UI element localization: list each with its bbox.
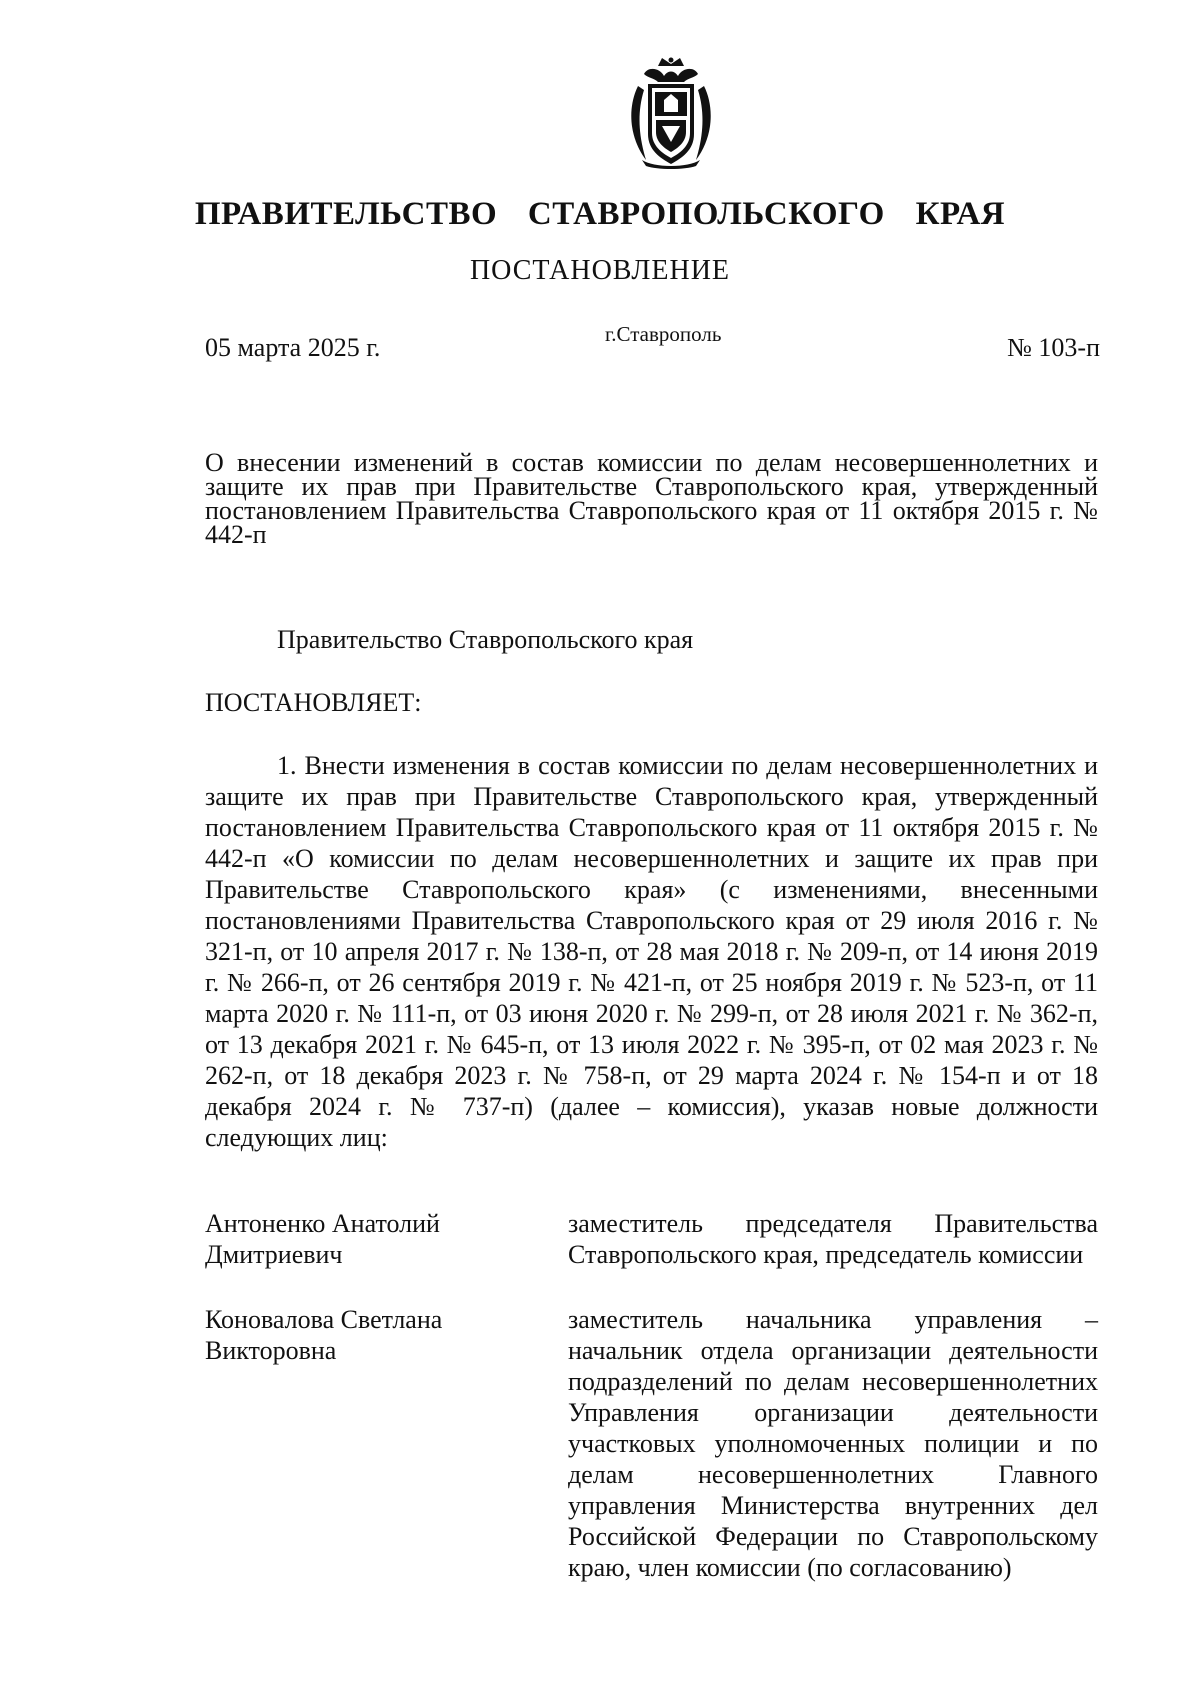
clause-1: 1. Внести изменения в состав комиссии по делам несовершеннолетних и защите их прав при Правительстве Ставропольского края, утвержденный постановлением Правительства Ставропольского края от 11 октября 2015 г. № 442-п «О комиссии по делам несовершеннолетних и защите их прав при Правительстве Ставропольского края» (с изменениями, внесенными постановлениями Правительства Ставропольского края от 29 июля 2016 г. № 321-п, от 10 апреля 2017 г. № 138-п, от 28 мая 2018 г. № 209-п, от 14 июня 2019 г. № 266-п, от 26 сентября 2019 г. № 421-п, от 25 ноября 2019 г. № 523-п, от 11 марта 2020 г. № 111-п, от 03 июня 2020 г. № 299-п, от 28 июля 2021 г. № 362-п, от 13 декабря 2021 г. № 645-п, от 13 июля 2022 г. № 395-п, от 02 мая 2023 г. № 262-п, от 18 декабря 2023 г. № 758-п, от 29 марта 2024 г. № 154-п и от 18 декабря 2024 г. № 737-п) (далее – комиссия), указав новые должности следующих лиц: [205, 751, 1098, 1152]
document-city: г.Ставрополь [605, 322, 722, 346]
resolves-heading: ПОСТАНОВЛЯЕТ: [205, 688, 422, 717]
member-name [205, 1208, 505, 1270]
preamble: Правительство Ставропольского края [277, 625, 694, 654]
document-date: 05 марта 2025 г. [205, 333, 381, 362]
document-number: № 103-п [1007, 333, 1100, 362]
member-patronymic: Дмитриевич [205, 1240, 343, 1269]
coat-of-arms-icon [624, 56, 718, 170]
document-type: ПОСТАНОВЛЕНИЕ [469, 255, 731, 286]
member-position: заместитель начальника управления – начальник отдела организации деятельности подразделений по делам несовершеннолетних Управления организации деятельности участковых уполномоченных полиции и по делам несовершеннолетних Главного управления Министерства внутренних дел Российской Федерации по Ставропольскому краю, член комиссии (по согласованию) [568, 1305, 1098, 1582]
government-title: ПРАВИТЕЛЬСТВО СТАВРОПОЛЬСКОГО КРАЯ [194, 196, 1006, 232]
member-patronymic: Викторовна [205, 1336, 337, 1365]
member-position: заместитель председателя Правительства Ставропольского края, председатель комиссии [568, 1209, 1098, 1269]
member-surname-name: Коновалова Светлана [205, 1305, 443, 1334]
document-subject: О внесении изменений в состав комиссии по делам несовершеннолетних и защите их прав при Правительстве Ставропольского края, утвержденный постановлением Правительства Ставропольского края от 11 октября 2015 г. № 442-п [205, 448, 1098, 549]
member-name [205, 1304, 505, 1366]
member-surname-name: Антоненко Анатолий [205, 1209, 440, 1238]
